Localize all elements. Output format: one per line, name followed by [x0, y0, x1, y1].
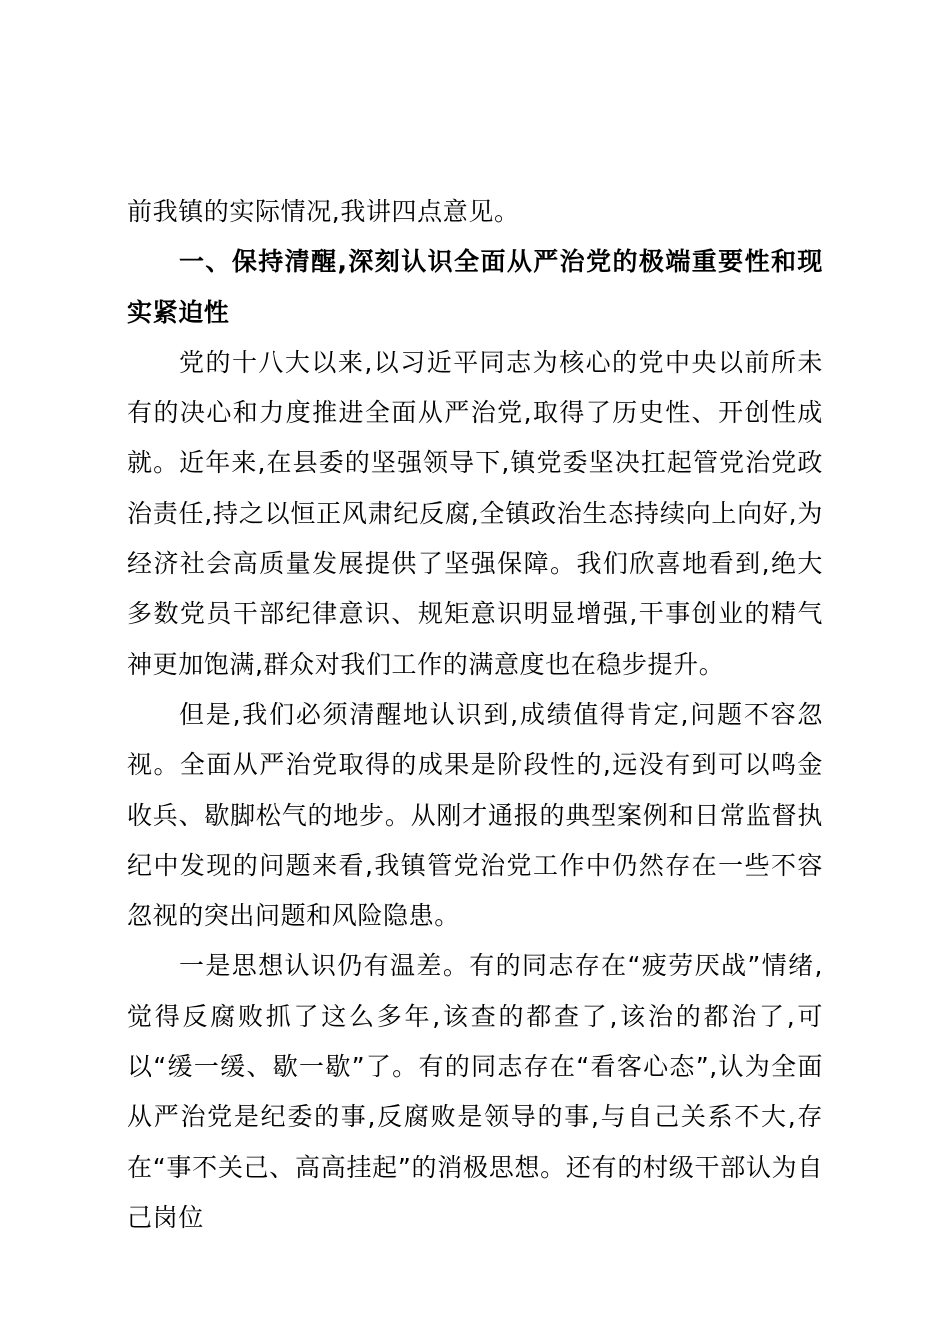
section-heading: 一、保持清醒,深刻认识全面从严治党的极端重要性和现实紧迫性	[127, 247, 823, 327]
body-paragraph: 党的十八大以来,以习近平同志为核心的党中央以前所未有的决心和力度推进全面从严治党,取得了历史性、开创性成就。近年来,在县委的坚强领导下,镇党委坚决扛起管党治党政治责任,持之以恒正风肃纪反腐,全镇政治生态持续向上向好,为经济社会高质量发展提供了坚强保障。我们欣喜地看到,绝大多数党员干部纪律意识、规矩意识明显增强,干事创业的精气神更加饱满,群众对我们工作的满意度也在稳步提升。	[127, 347, 823, 679]
body-paragraph: 但是,我们必须清醒地认识到,成绩值得肯定,问题不容忽视。全面从严治党取得的成果是阶段性的,远没有到可以鸣金收兵、歇脚松气的地步。从刚才通报的典型案例和日常监督执纪中发现的问题来看,我镇管党治党工作中仍然存在一些不容忽视的突出问题和风险隐患。	[127, 699, 823, 931]
body-paragraph: 一是思想认识仍有温差。有的同志存在“疲劳厌战”情绪,觉得反腐败抓了这么多年,该查的都查了,该治的都治了,可以“缓一缓、歇一歇”了。有的同志存在“看客心态”,认为全面从严治党是纪委的事,反腐败是领导的事,与自己关系不大,存在“事不关己、高高挂起”的消极思想。还有的村级干部认为自己岗位	[127, 951, 823, 1232]
paragraph-continuation: 前我镇的实际情况,我讲四点意见。	[127, 197, 520, 226]
document-body	[127, 187, 823, 1243]
